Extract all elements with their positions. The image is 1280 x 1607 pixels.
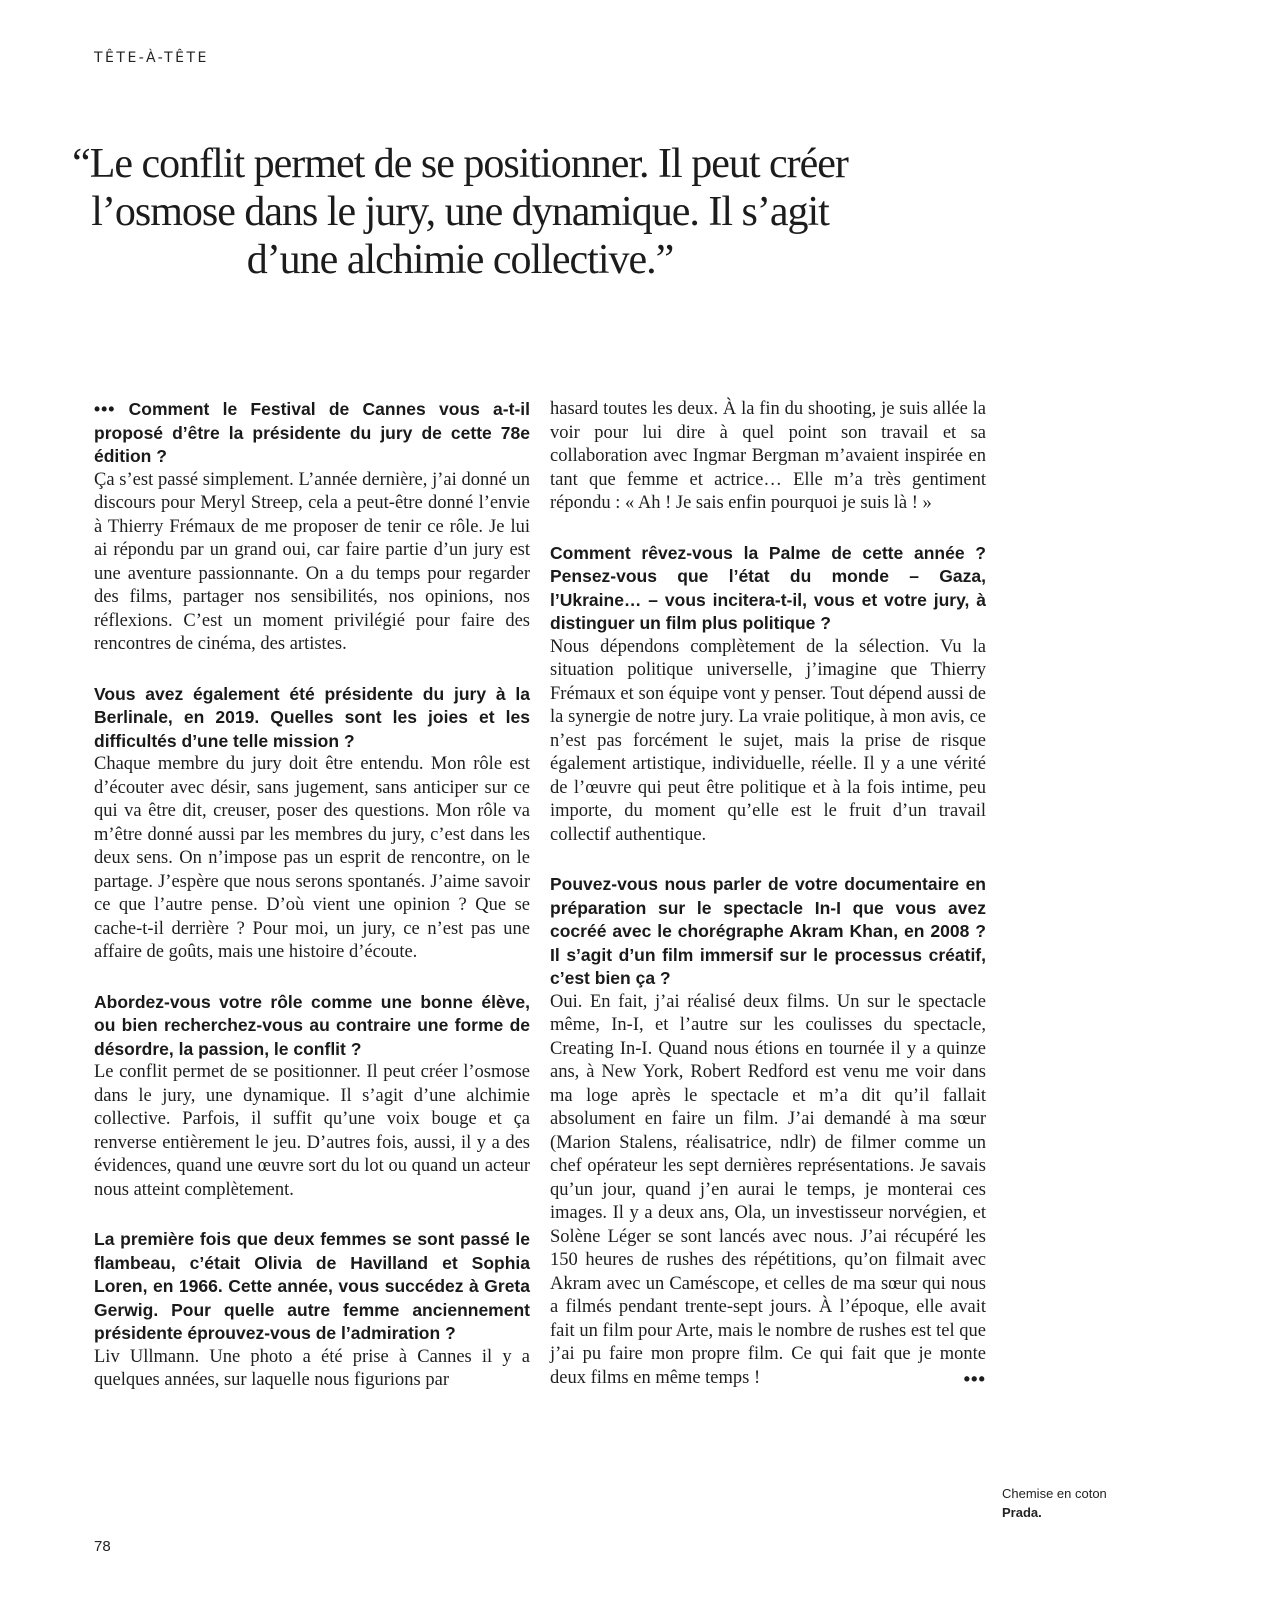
section-label: TÊTE-À-TÊTE (94, 50, 209, 66)
qa-block (94, 683, 530, 965)
answer: Liv Ullmann. Une photo a été prise à Cannes il y a quelques années, sur laquelle nous figurions par (94, 1346, 530, 1390)
end-dots: ••• (963, 1367, 986, 1389)
answer: Ça s’est passé simplement. L’année dernière, j’ai donné un discours pour Meryl Streep, cela a peut-être donné l’envie à Thierry Frémaux de me proposer de tenir ce rôle. Je lui ai répondu par un grand oui, car faire partie d’un jury est une aventure passionnante. On a du temps pour regarder des films, partager nos sensibilités, nos opinions, nos réflexions. C’est un moment privilégié pour faire des rencontres de cinéma, des artistes. (94, 469, 530, 654)
answer-continuation: hasard toutes les deux. À la fin du shooting, je suis allée la voir pour lui dire à quel point son travail et sa collaboration avec Ingmar Bergman m’avaient inspirée en tant que femme et actrice… Elle m’a très gentiment répondu : « Ah ! Je sais enfin pourquoi je suis là ! » (550, 399, 986, 513)
answer: Chaque membre du jury doit être entendu. Mon rôle est d’écouter avec désir, sans jugement, sans anticiper sur ce qui va être dit, creuser, poser des questions. Mon rôle va m’être donné aussi par les membres du jury, c’est dans les deux sens. On n’impose pas un esprit de rencontre, on le partage. J’espère que nous serons spontanés. J’aime savoir ce que l’autre pense. D’où vient une opinion ? Que se cache-t-il derrière ? Pour moi, un jury, ce n’est pas une affaire de goûts, mais une histoire d’écoute. (94, 754, 530, 962)
page-number: 78 (94, 1538, 111, 1555)
question (94, 398, 530, 469)
caption-text: Chemise en coton (1002, 1486, 1107, 1501)
answer: Le conflit permet de se positionner. Il peut créer l’osmose dans le jury, une dynamique. Il s’agit d’une alchimie collective. Parfois, il suffit qu’une voix bouge et ça renverse entièrement le jeu. D’autres fois, aussi, il y a des évidences, quand une œuvre sort du lot ou quand un acteur nous atteint complètement. (94, 1062, 530, 1200)
left-column (94, 398, 530, 1419)
qa-block (550, 873, 986, 1390)
lead-dots: ••• (94, 399, 116, 419)
question: Vous avez également été présidente du jury à la Berlinale, en 2019. Quelles sont les joies et les difficultés d’une telle mission ? (94, 683, 530, 751)
question: Comment rêvez-vous la Palme de cette année ? Pensez-vous que l’état du monde – Gaza, l’Ukraine… – vous incitera-t-il, vous et votre jury, à distinguer un film plus politique ? (550, 542, 986, 633)
answer (550, 991, 986, 1391)
qa-block (94, 398, 530, 657)
right-column (550, 398, 986, 1416)
pull-quote: “Le conflit permet de se positionner. Il peut créer l’osmose dans le jury, une dynamique. Il s’agit d’une alchimie collective.” (72, 141, 848, 283)
question: Pouvez-vous nous parler de votre documentaire en préparation sur le spectacle In-I que vous avez cocréé avec le chorégraphe Akram Khan, en 2008 ? Il s’agit d’un film immersif sur le processus créatif, c’est bien ça ? (550, 874, 986, 988)
question: La première fois que deux femmes se sont passé le flambeau, c’était Olivia de Havilland et Sophia Loren, en 1966. Cette année, vous succédez à Greta Gerwig. Pour quelle autre femme anciennement présidente éprouvez-vous de l’admiration ? (94, 1229, 530, 1343)
qa-block (550, 542, 986, 848)
answer: Nous dépendons complètement de la sélection. Vu la situation politique universelle, j’imagine que Thierry Frémaux et son équipe vont y penser. Tout dépend aussi de la synergie de notre jury. La vraie politique, à mon avis, ce n’est pas forcément le sujet, mais la prise de risque également artistique, individuelle, réelle. Il y a une vérité de l’œuvre qui peut être politique et à la fois intime, peu importe, du moment qu’elle est le fruit d’un travail collectif authentique. (550, 636, 986, 845)
question-text: Comment le Festival de Cannes vous a-t-il proposé d’être la présidente du jury de cette 78e édition ? (94, 399, 530, 466)
qa-block (94, 991, 530, 1203)
photo-caption (1002, 1484, 1202, 1522)
question: Abordez-vous votre rôle comme une bonne élève, ou bien recherchez-vous au contraire une forme de désordre, la passion, le conflit ? (94, 991, 530, 1059)
answer-text: Oui. En fait, j’ai réalisé deux films. Un sur le spectacle même, In-I, et l’autre sur les coulisses du spectacle, Creating In-I. Quand nous étions en tournée il y a quinze ans, à New York, Robert Redford est venu me voir dans ma loge après le spectacle et m’a dit qu’il fallait absolument en faire un film. J’ai demandé à ma sœur (Marion Stalens, réalisatrice, ndlr) de filmer comme un chef opérateur les sept dernières représentations. Je savais qu’un jour, quand j’en aurai le temps, je monterai ces images. Il y a deux ans, Ola, un investisseur norvégien, et Solène Léger se sont lancés avec nous. J’ai récupéré les 150 heures de rushes des répétitions, qu’on filmait avec Akram avec un Caméscope, et celles de ma sœur qui nous a filmés pendant trente-sept jours. À l’époque, elle avait fait un film pour Arte, mais le nombre de rushes est tel que j’ai pu faire mon propre film. Ce qui fait que je monte deux films en même temps ! (550, 991, 986, 1388)
caption-brand: Prada. (1002, 1505, 1042, 1520)
qa-block (94, 1228, 530, 1393)
continuation-block (550, 398, 986, 516)
